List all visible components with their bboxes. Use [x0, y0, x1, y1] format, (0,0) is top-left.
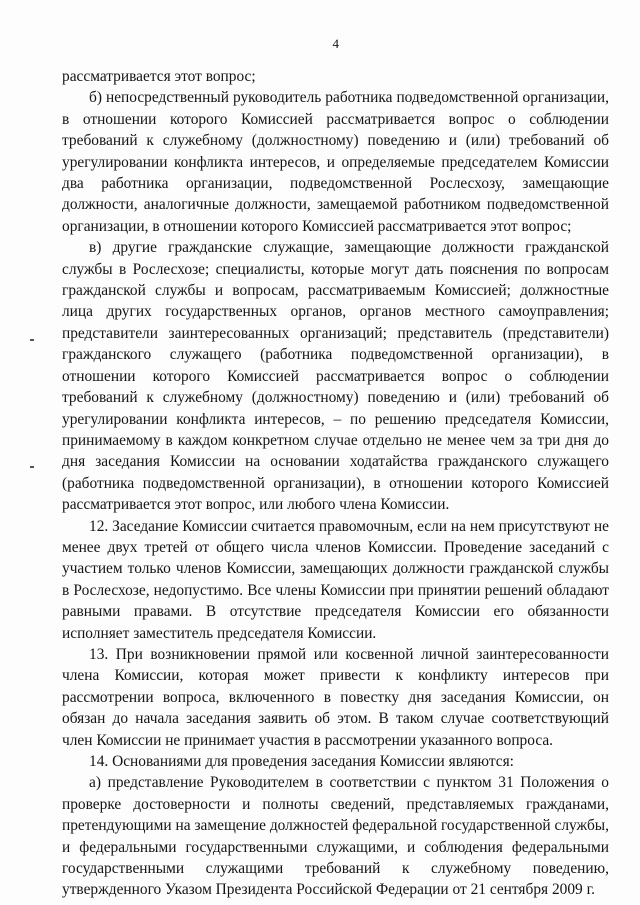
page-number: 4 — [332, 36, 340, 51]
paragraph-continuation: рассматривается этот вопрос; — [62, 68, 256, 85]
document-body — [62, 66, 609, 901]
margin-mark — [30, 339, 34, 341]
paragraph-item-v: в) другие гражданские служащие, замещающие должности гражданской службы в Рослесхозе; специалисты, которые могут дать пояснения по вопросам гражданской службы и вопросам, рассматриваемым Комиссией; должностные лица других государственных органов, органов местного самоуправления; представители заинтересованных организаций; представитель (представители) гражданского служащего (работника подведомственной организации), в отношении которого Комиссией рассматривается вопрос о соблюдении требований к служебному (должностному) поведению и (или) требований об урегулировании конфликта интересов, – по решению председателя Комиссии, принимаемому в каждом конкретном случае отдельно не менее чем за три дня до дня заседания Комиссии на основании ходатайства гражданского служащего (работника подведомственной организации), в отношении которого Комиссией рассматривается этот вопрос, или любого члена Комиссии. — [62, 239, 609, 514]
margin-mark — [30, 466, 34, 468]
paragraph-14: 14. Основаниями для проведения заседания Комиссии являются: — [89, 753, 514, 770]
paragraph-13: 13. При возникновении прямой или косвенной личной заинтересованности члена Комиссии, которая может привести к конфликту интересов при рассмотрении вопроса, включенного в повестку дня заседания Комиссии, он обязан до начала заседания заявить об этом. В таком случае соответствующий член Комиссии не принимает участия в рассмотрении указанного вопроса. — [62, 645, 609, 749]
paragraph-14-item-a: а) представление Руководителем в соответствии с пунктом 31 Положения о проверке достоверности и полноты сведений, представляемых гражданами, претендующими на замещение должностей федеральной государственной службы, и федеральными государственными служащими, и соблюдения федеральными государственными служащими требований к служебному поведению, утвержденного Указом Президента Российской Федерации от 21 сентября 2009 г. — [62, 774, 609, 899]
paragraph-item-b: б) непосредственный руководитель работника подведомственной организации, в отношении которого Комиссией рассматривается вопрос о соблюдении требований к служебному (должностному) поведению и (или) требований об урегулировании конфликта интересов, и определяемые председателем Комиссии два работника организации, подведомственной Рослесхозу, замещающие должности, аналогичные должности, замещаемой работником подведомственной организации, в отношении которого Комиссией рассматривается этот вопрос; — [62, 89, 609, 235]
paragraph-12: 12. Заседание Комиссии считается правомочным, если на нем присутствуют не менее двух третей от общего числа членов Комиссии. Проведение заседаний с участием только членов Комиссии, замещающих должности гражданской службы в Рослесхозе, недопустимо. Все члены Комиссии при принятии решений обладают равными правами. В отсутствие председателя Комиссии его обязанности исполняет заместитель председателя Комиссии. — [62, 517, 609, 642]
